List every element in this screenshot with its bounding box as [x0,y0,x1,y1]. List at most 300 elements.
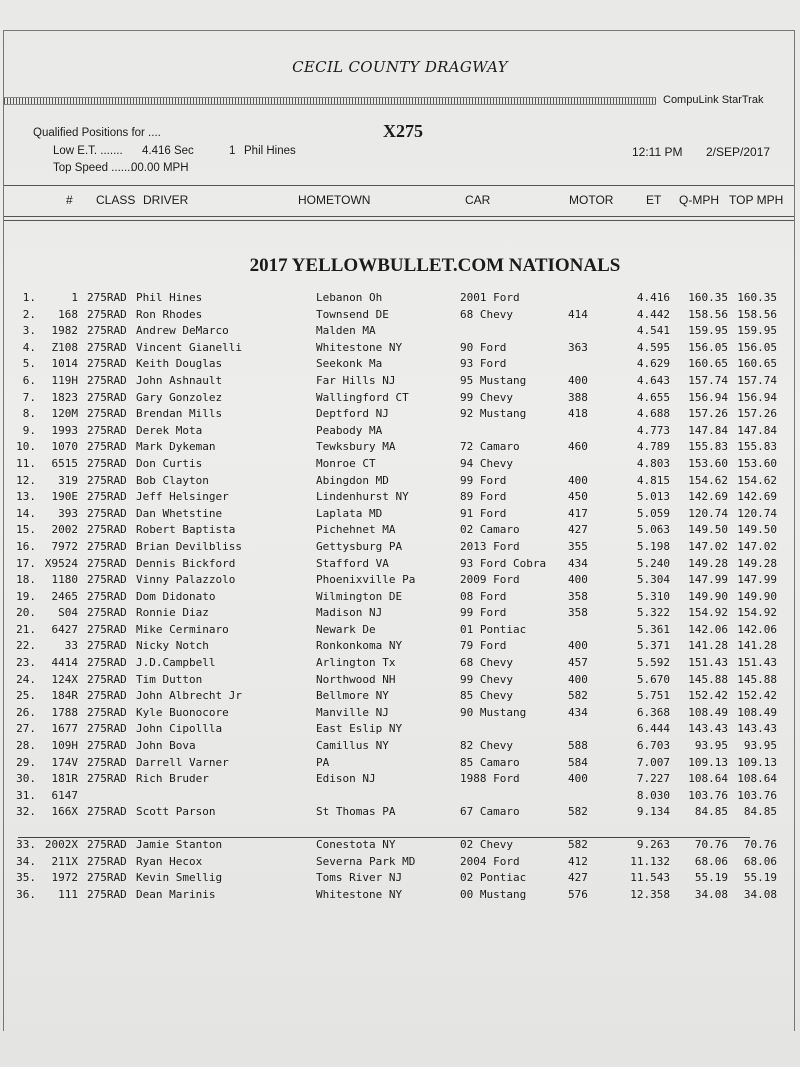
et-cell: 5.670 [636,672,670,686]
low-et-label: Low E.T. ....... [53,145,123,157]
et-cell: 4.643 [636,373,670,387]
hometown-cell: Arlington Tx [316,656,396,670]
driver-cell: Dean Marinis [136,887,216,901]
car-number: 319 [58,473,78,487]
hometown-cell: Toms River NJ [316,871,403,885]
car-cell: 90 Ford [460,340,507,354]
row-position: 15. [16,523,36,537]
qmph-cell: 149.90 [688,589,728,603]
et-cell: 5.059 [636,506,670,520]
car-cell: 89 Ford [460,490,507,504]
row-position: 21. [16,622,36,636]
hometown-cell: Ronkonkoma NY [316,639,403,653]
car-cell: 94 Chevy [460,456,513,470]
et-cell: 6.703 [636,739,670,753]
qmph-cell: 108.49 [688,705,728,719]
motor-cell: 582 [568,838,588,851]
car-cell: 08 Ford [460,589,507,603]
table-row [0,805,800,822]
row-position: 26. [16,705,36,719]
hometown-cell: East Eslip NY [316,722,403,736]
car-number: 1 [71,291,78,304]
hometown-cell: Tewksbury MA [316,440,396,454]
class-cell: 275RAD [87,739,127,753]
et-cell: 4.789 [636,440,670,454]
hometown-cell: Far Hills NJ [316,373,396,387]
driver-cell: Jamie Stanton [136,838,223,851]
driver-cell: John Albrecht Jr [136,689,242,703]
row-position: 30. [16,772,36,786]
table-row [0,706,800,723]
row-position: 3. [22,324,36,338]
et-cell: 9.134 [636,805,670,819]
car-number: 1823 [51,390,78,404]
car-cell: 99 Chevy [460,390,513,404]
row-position: 10. [16,440,36,454]
hometown-cell: Deptford NJ [316,407,389,421]
car-cell: 02 Camaro [460,523,520,537]
class-cell: 275RAD [87,573,127,587]
qmph-cell: 155.83 [688,440,728,454]
motor-cell: 584 [568,755,588,769]
table-row [0,855,800,872]
table-row [0,440,800,457]
col-header-pos: # [66,193,73,207]
car-number: 1180 [51,573,78,587]
top-mph-cell: 154.92 [737,606,777,620]
class-cell: 275RAD [87,357,127,371]
qmph-cell: 160.35 [688,291,728,304]
top-mph-cell: 108.49 [737,705,777,719]
car-number: 1677 [51,722,78,736]
col-header-motor: MOTOR [569,193,614,207]
qmph-cell: 70.76 [694,838,728,851]
et-cell: 5.361 [636,622,670,636]
motor-cell: 400 [568,373,588,387]
hometown-cell: Laplata MD [316,506,383,520]
hometown-cell: Lindenhurst NY [316,490,409,504]
top-mph-cell: 108.64 [737,772,777,786]
motor-cell: 400 [568,672,588,686]
class-cell: 275RAD [87,556,127,570]
qmph-cell: 157.26 [688,407,728,421]
hometown-cell: Malden MA [316,324,376,338]
top-mph-cell: 160.65 [737,357,777,371]
table-row [0,391,800,408]
hometown-cell: Monroe CT [316,456,376,470]
car-number: S04 [58,606,78,620]
et-cell: 4.416 [636,291,670,304]
qmph-cell: 84.85 [694,805,728,819]
row-position: 19. [16,589,36,603]
top-mph-cell: 149.50 [737,523,777,537]
hometown-cell: Manville NJ [316,705,389,719]
driver-cell: Don Curtis [136,456,203,470]
qmph-cell: 142.69 [688,490,728,504]
col-header-qmph: Q-MPH [679,193,719,207]
motor-cell: 400 [568,639,588,653]
motor-cell: 460 [568,440,588,454]
class-cell: 275RAD [87,423,127,437]
qmph-cell: 68.06 [694,854,728,868]
qmph-cell: 154.62 [688,473,728,487]
et-cell: 5.063 [636,523,670,537]
header-rule-bottom [4,216,794,221]
qmph-cell: 149.28 [688,556,728,570]
table-row [0,324,800,341]
top-mph-cell: 147.99 [737,573,777,587]
top-mph-cell: 158.56 [737,307,777,321]
qualified-label: Qualified Positions for .... [33,127,161,139]
table-row [0,523,800,540]
car-number: 111 [58,887,78,901]
car-cell: 00 Mustang [460,887,527,901]
car-number: 124X [51,672,78,686]
top-mph-cell: 149.90 [737,589,777,603]
car-cell: 02 Chevy [460,838,513,851]
row-position: 34. [16,854,36,868]
car-number: 119H [51,373,78,387]
class-cell: 275RAD [87,456,127,470]
top-mph-cell: 152.42 [737,689,777,703]
top-mph-cell: 142.06 [737,622,777,636]
class-cell: 275RAD [87,407,127,421]
car-cell: 99 Chevy [460,672,513,686]
table-row [0,639,800,656]
car-number: 6515 [51,456,78,470]
car-cell: 72 Camaro [460,440,520,454]
motor-cell: 400 [568,573,588,587]
car-number: 1982 [51,324,78,338]
table-row [0,623,800,640]
table-row [0,457,800,474]
class-cell: 275RAD [87,871,127,885]
table-row [0,722,800,739]
qmph-cell: 149.50 [688,523,728,537]
row-position: 25. [16,689,36,703]
driver-cell: Rich Bruder [136,772,209,786]
qmph-cell: 157.74 [688,373,728,387]
et-cell: 4.655 [636,390,670,404]
car-number: 1014 [51,357,78,371]
row-position: 13. [16,490,36,504]
motor-cell: 576 [568,887,588,901]
hometown-cell: St Thomas PA [316,805,396,819]
table-row [0,739,800,756]
car-cell: 92 Mustang [460,407,527,421]
hometown-cell: Severna Park MD [316,854,416,868]
col-header-topmph: TOP MPH [729,193,784,207]
et-cell: 4.595 [636,340,670,354]
car-number: 33 [64,639,78,653]
car-cell: 99 Ford [460,606,507,620]
qmph-cell: 147.99 [688,573,728,587]
motor-cell: 355 [568,539,588,553]
car-cell: 01 Pontiac [460,622,527,636]
et-cell: 4.442 [636,307,670,321]
class-cell: 275RAD [87,390,127,404]
row-position: 32. [16,805,36,819]
table-row [0,291,800,308]
table-row [0,590,800,607]
top-mph-cell: 68.06 [743,854,777,868]
et-cell: 6.444 [636,722,670,736]
row-position: 1. [22,291,36,304]
low-et-value: 4.416 Sec [142,145,194,157]
class-cell: 275RAD [87,340,127,354]
motor-cell: 450 [568,490,588,504]
qmph-cell: 154.92 [688,606,728,620]
hometown-cell: Camillus NY [316,739,389,753]
top-mph-cell: 156.05 [737,340,777,354]
car-cell: 79 Ford [460,639,507,653]
driver-cell: Tim Dutton [136,672,203,686]
low-et-position: 1 [229,145,236,157]
car-number: 1788 [51,705,78,719]
et-cell: 4.773 [636,423,670,437]
hometown-cell: Conestota NY [316,838,396,851]
driver-cell: Ron Rhodes [136,307,203,321]
et-cell: 11.132 [630,854,670,868]
et-cell: 4.629 [636,357,670,371]
row-position: 5. [22,357,36,371]
motor-cell: 427 [568,523,588,537]
driver-cell: Robert Baptista [136,523,236,537]
motor-cell: 418 [568,407,588,421]
class-cell: 275RAD [87,838,127,851]
table-row [0,656,800,673]
driver-cell: Andrew DeMarco [136,324,229,338]
table-row [0,507,800,524]
et-cell: 7.227 [636,772,670,786]
hometown-cell: Peabody MA [316,423,383,437]
qmph-cell: 120.74 [688,506,728,520]
class-cell: 275RAD [87,705,127,719]
et-cell: 8.030 [636,788,670,802]
qmph-cell: 109.13 [688,755,728,769]
dotted-divider [4,97,656,105]
motor-cell: 358 [568,606,588,620]
qmph-cell: 151.43 [688,656,728,670]
hometown-cell: Lebanon Oh [316,291,383,304]
top-mph-cell: 142.69 [737,490,777,504]
driver-cell: Dennis Bickford [136,556,236,570]
row-position: 28. [16,739,36,753]
driver-cell: Darrell Varner [136,755,229,769]
car-cell: 90 Mustang [460,705,527,719]
low-et-driver: Phil Hines [244,145,296,157]
driver-cell: Keith Douglas [136,357,223,371]
table-row [0,407,800,424]
class-cell: 275RAD [87,324,127,338]
hometown-cell: Townsend DE [316,307,389,321]
class-cell: 275RAD [87,887,127,901]
car-number: 174V [51,755,78,769]
class-cell: 275RAD [87,772,127,786]
top-mph-cell: 103.76 [737,788,777,802]
et-cell: 5.592 [636,656,670,670]
car-cell: 68 Chevy [460,656,513,670]
car-cell: 85 Chevy [460,689,513,703]
class-cell: 275RAD [87,490,127,504]
class-cell: 275RAD [87,440,127,454]
row-position: 12. [16,473,36,487]
et-cell: 7.007 [636,755,670,769]
qmph-cell: 147.84 [688,423,728,437]
driver-cell: Nicky Notch [136,639,209,653]
hometown-cell: Bellmore NY [316,689,389,703]
qmph-cell: 159.95 [688,324,728,338]
driver-cell: Gary Gonzolez [136,390,223,404]
top-mph-cell: 155.83 [737,440,777,454]
row-position: 20. [16,606,36,620]
top-mph-cell: 153.60 [737,456,777,470]
car-number: 4414 [51,656,78,670]
top-mph-cell: 151.43 [737,656,777,670]
top-mph-cell: 145.88 [737,672,777,686]
car-cell: 99 Ford [460,473,507,487]
driver-cell: Dan Whetstine [136,506,223,520]
motor-cell: 582 [568,805,588,819]
hometown-cell: Whitestone NY [316,887,403,901]
qmph-cell: 108.64 [688,772,728,786]
report-time: 12:11 PM [632,145,683,159]
hometown-cell: Gettysburg PA [316,539,403,553]
et-cell: 6.368 [636,705,670,719]
driver-cell: Dom Didonato [136,589,216,603]
class-cell: 275RAD [87,656,127,670]
table-row [0,838,800,855]
hometown-cell: Madison NJ [316,606,383,620]
motor-cell: 400 [568,473,588,487]
qmph-cell: 158.56 [688,307,728,321]
driver-cell: Vincent Gianelli [136,340,242,354]
event-title: 2017 YELLOWBULLET.COM NATIONALS [249,255,621,276]
brand-label: CompuLink StarTrak [663,94,764,106]
qmph-cell: 141.28 [688,639,728,653]
driver-cell: John Cipollla [136,722,223,736]
car-cell: 91 Ford [460,506,507,520]
car-number: 109H [51,739,78,753]
qmph-cell: 156.94 [688,390,728,404]
et-cell: 5.310 [636,589,670,603]
top-mph-cell: 141.28 [737,639,777,653]
qmph-cell: 142.06 [688,622,728,636]
qmph-cell: 143.43 [688,722,728,736]
row-position: 33. [16,838,36,851]
driver-cell: Jeff Helsinger [136,490,229,504]
car-number: 181R [51,772,78,786]
motor-cell: 400 [568,772,588,786]
row-position: 17. [16,556,36,570]
table-row [0,573,800,590]
hometown-cell: Pichehnet MA [316,523,396,537]
et-cell: 5.198 [636,539,670,553]
class-cell: 275RAD [87,722,127,736]
top-mph-cell: 159.95 [737,324,777,338]
row-position: 16. [16,539,36,553]
et-cell: 5.304 [636,573,670,587]
driver-cell: Brian Devilbliss [136,539,242,553]
car-number: 1972 [51,871,78,885]
driver-cell: Bob Clayton [136,473,209,487]
report-date: 2/SEP/2017 [706,145,771,159]
driver-cell: Mark Dykeman [136,440,216,454]
class-cell: 275RAD [87,373,127,387]
car-number: 120M [51,407,78,421]
qmph-cell: 153.60 [688,456,728,470]
hometown-cell: Wallingford CT [316,390,409,404]
row-position: 2. [22,307,36,321]
car-cell: 93 Ford Cobra [460,556,547,570]
top-speed-label: Top Speed ....... [53,162,134,174]
car-number: 211X [51,854,78,868]
car-cell: 2001 Ford [460,291,520,304]
table-row [0,374,800,391]
row-position: 24. [16,672,36,686]
motor-cell: 457 [568,656,588,670]
col-header-driver: DRIVER [143,193,189,207]
class-cell: 275RAD [87,689,127,703]
car-number: 6147 [51,788,78,802]
driver-cell: Vinny Palazzolo [136,573,236,587]
et-cell: 11.543 [630,871,670,885]
top-mph-cell: 93.95 [743,739,777,753]
et-cell: 4.803 [636,456,670,470]
row-position: 4. [22,340,36,354]
et-cell: 12.358 [630,887,670,901]
class-cell: 275RAD [87,307,127,321]
table-row [0,341,800,358]
row-position: 22. [16,639,36,653]
col-header-et: ET [646,193,662,207]
driver-cell: Kyle Buonocore [136,705,229,719]
table-row [0,871,800,888]
qmph-cell: 147.02 [688,539,728,553]
top-mph-cell: 55.19 [743,871,777,885]
row-position: 11. [16,456,36,470]
row-position: 35. [16,871,36,885]
table-row [0,772,800,789]
car-cell: 93 Ford [460,357,507,371]
top-mph-cell: 156.94 [737,390,777,404]
venue-title: CECIL COUNTY DRAGWAY [292,58,508,76]
qmph-cell: 152.42 [688,689,728,703]
motor-cell: 417 [568,506,588,520]
table-row [0,756,800,773]
class-cell: 275RAD [87,639,127,653]
car-cell: 2013 Ford [460,539,520,553]
motor-cell: 434 [568,556,588,570]
car-number: 2465 [51,589,78,603]
class-cell: 275RAD [87,622,127,636]
car-number: 7972 [51,539,78,553]
class-cell: 275RAD [87,854,127,868]
driver-cell: Ronnie Diaz [136,606,209,620]
table-row [0,888,800,905]
car-number: 166X [51,805,78,819]
class-cell: 275RAD [87,473,127,487]
top-mph-cell: 84.85 [743,805,777,819]
hometown-cell: Phoenixville Pa [316,573,416,587]
car-cell: 85 Camaro [460,755,520,769]
row-position: 7. [22,390,36,404]
car-cell: 02 Pontiac [460,871,527,885]
motor-cell: 582 [568,689,588,703]
qmph-cell: 103.76 [688,788,728,802]
class-code: X275 [383,121,423,141]
car-cell: 68 Chevy [460,307,513,321]
